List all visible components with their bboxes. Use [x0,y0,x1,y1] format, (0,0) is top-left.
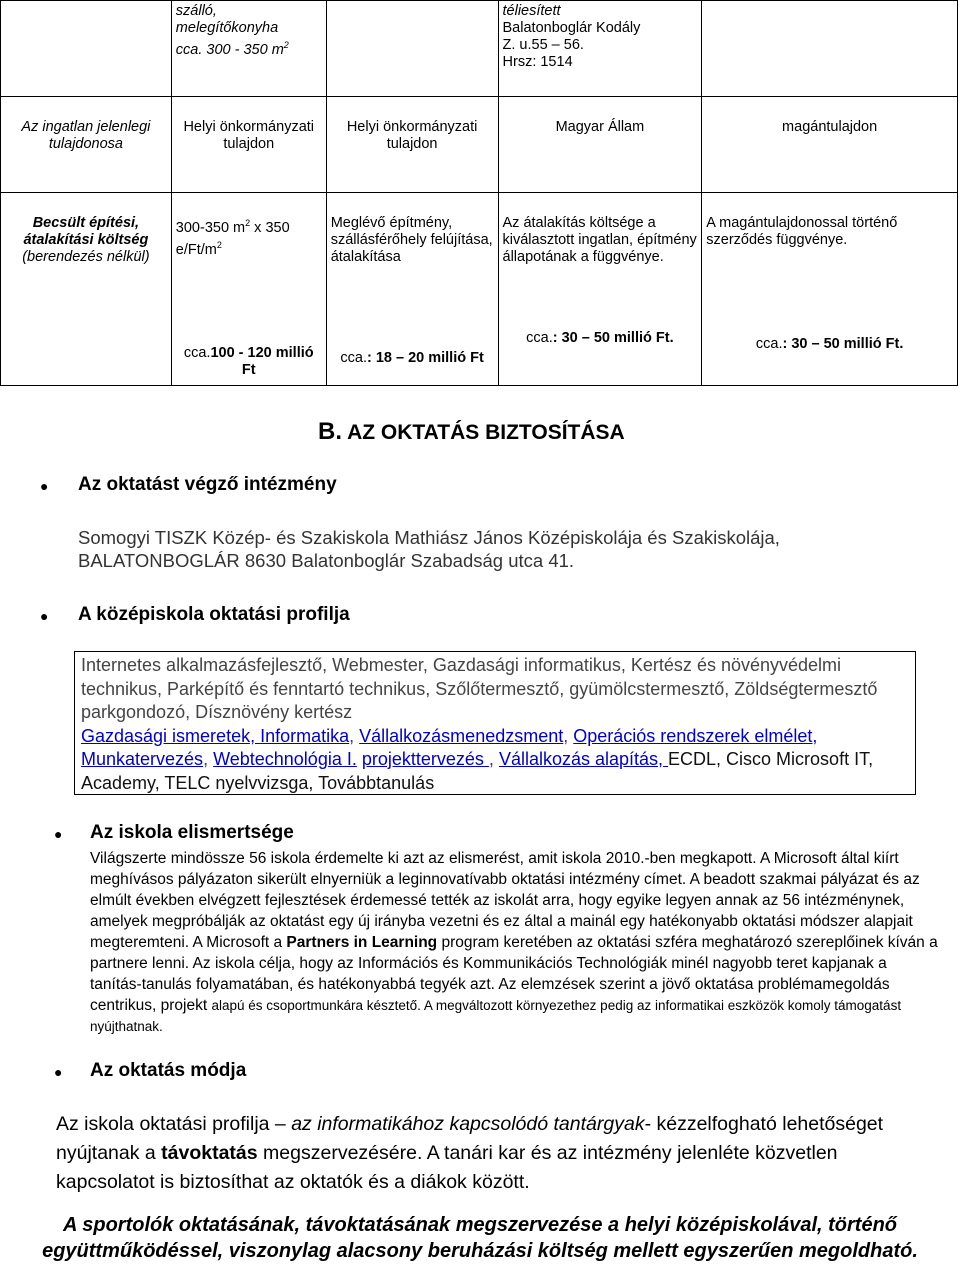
cost-cell-4-price: cca.: 30 – 50 millió Ft. [755,336,904,352]
link-munkatervezes[interactable]: Munkatervezés [81,749,204,769]
owner-cell-1: Helyi önkormányzati tulajdon [171,97,326,193]
cost-row-label [1,193,172,386]
top-row-col1 [171,1,326,97]
link-vallalkozas-alapitas[interactable]: Vállalkozás alapítás, [498,749,669,769]
owner-cell-2: Helyi önkormányzati tulajdon [326,97,498,193]
property-table [0,0,958,386]
top-row [1,1,958,97]
recognition-heading: ● Az iskola elismertsége [54,822,294,843]
profile-box: Internetes alkalmazásfejlesztő, Webmester, Gazdasági informatikus, Kertész és növényvédelmi technikus, Parképítő és fenntartó technikus, Szőlőtermesztő, gyümölcstermesztő, Zöldségtermesztő parkgondozó, Dísznövény kertész Gazdasági ismeretek, Informatika, Vállalkozásmenedzsment, Operációs rendszerek elmélet, Munkatervezés, Webtechnológia I. projekttervezés , Vállalkozás alapítás, ECDL, Cisco Microsoft IT, Academy, TELC nyelvvizsga, Továbbtanulás [74,651,916,795]
cost-row [1,193,958,386]
link-gazdasagi[interactable]: Gazdasági ismeretek, [81,725,261,746]
owner-row-label: Az ingatlan jelenlegi tulajdonosa [1,97,172,193]
top-row-label [1,1,172,97]
link-informatika[interactable]: Informatika [260,725,350,746]
cost-cell-4 [702,193,958,386]
top-row-col1-line1: szálló, [175,3,217,19]
top-row-col2 [326,1,498,97]
profile-plain: Internetes alkalmazásfejlesztő, Webmester, Gazdasági informatikus, Kertész és növényvédelmi technikus, Parképítő és fenntartó technikus, Szőlőtermesztő, gyümölcstermesztő, Zöldségtermesztő parkgondozó, Dísznövény kertész [81,655,878,722]
top-row-col3-line3: Z. u.55 – 56. [502,37,584,53]
profile-tail: ECDL, Cisco Microsoft IT, Academy, TELC nyelvvizsga, Továbbtanulás [81,749,874,793]
bullet-icon: ● [40,608,49,624]
method-heading: ● Az oktatás módja [54,1060,247,1081]
cost-label-normal: (berendezés nélkül) [22,249,150,265]
cost-cell-1-price: cca.100 - 120 millió Ft [183,345,314,378]
owner-cell-3: Magyar Állam [498,97,702,193]
top-row-col3-line4: Hrsz: 1514 [502,54,573,70]
link-webtechnologia[interactable]: Webtechnológia I. [213,749,357,769]
top-row-col1-line2: melegítőkonyha [175,20,279,36]
recognition-text: Világszerte mindössze 56 iskola érdemelte ki azt az elismerést, amit iskola 2010.-ben megkapott. A Microsoft által kiírt meghívásos pályázaton sikerült elnyerniük a leginnovatívabb oktatási intézmény címet. A beadott szakmai pályázat és az elmúlt években elvégzett fejlesztések érdemessé tették az iskolát arra, hogy egyike legyen annak az 56 intézménynek, amelyek megpróbálják az oktatást egy új irányba vezetni és ez által a mainál egy hatékonyabb oktatási módszer alapjait megteremteni. A Microsoft a Partners in Learning program keretében az oktatási szféra meghatározó szereplőinek kíván a partnere lenni. Az iskola célja, hogy az Információs és Kommunikációs Technológiák minél nagyobb teret kapjanak a tanítás-tanulás folyamatában, és hatékonyabbá tegyék azt. Az elemzések szerint a jövő oktatása problémamegoldás centrikus, projekt alapú és csoportmunkára késztető. A megváltozott környezethez pedig az informatikai eszközök komoly támogatást nyújthatnak. [90,850,938,1034]
institution-heading: ● Az oktatást végző intézmény [40,474,337,495]
institution-text: Somogyi TISZK Közép- és Szakiskola Mathiász János Középiskolája és Szakiskolája, BALATONBOGLÁR 8630 Balatonboglár Szabadság utca 41. [78,527,780,571]
link-vallalkozasmenedzsment[interactable]: Vállalkozásmenedzsment [359,725,564,746]
cost-cell-3 [498,193,702,386]
link-projekttervezes[interactable]: projekttervezés [361,749,489,769]
link-operacios[interactable]: Operációs rendszerek elmélet, [573,725,818,746]
cost-cell-1 [171,193,326,386]
bullet-icon: ● [40,478,49,494]
profile-heading: ● A középiskola oktatási profilja [40,604,350,625]
cost-cell-3-price: cca.: 30 – 50 millió Ft. [526,330,674,346]
cost-cell-2 [326,193,498,386]
cost-cell-1-text: 300-350 $m^2$ x 350 $e/Ft/m^2$ [175,218,290,258]
cost-cell-2-text: Meglévő építmény, szállásférőhely felújítása, átalakítása [330,215,493,265]
owner-row [1,97,958,193]
cost-label-bold: Becsült építési, átalakítási költség [23,215,149,248]
section-title-letter: B. [318,418,342,445]
top-row-col1-line3: cca. 300 - 350 $m^2$ [175,40,289,58]
cost-cell-2-price: cca.: 18 – 20 millió Ft [340,350,484,366]
top-row-col4 [702,1,958,97]
cost-cell-3-text: Az átalakítás költsége a kiválasztott ingatlan, építmény állapotának a függvénye. [502,215,697,265]
section-title [318,418,625,446]
owner-cell-4: magántulajdon [702,97,958,193]
top-row-col3 [498,1,702,97]
bullet-icon: ● [54,826,63,842]
top-row-col3-line2: Balatonboglár Kodály [502,20,641,36]
cost-cell-4-text: A magántulajdonossal történő szerződés függvénye. [706,215,898,248]
section-title-text: AZ OKTATÁS BIZTOSÍTÁSA [347,421,625,444]
top-row-col3-line1: téliesített [502,3,561,19]
bullet-icon: ● [54,1064,63,1080]
method-text: Az iskola oktatási profilja – az informatikához kapcsolódó tantárgyak- kézzelfogható lehetőséget nyújtanak a távoktatás megszervezésére. A tanári kar és az intézmény jelenléte közvetlen kapcsolatot is biztosíthat az oktatók és a diákok között. [56,1113,884,1193]
final-statement: A sportolók oktatásának, távoktatásának megszervezése a helyi középiskolával, történő együttműködéssel, viszonylag alacsony beruházási költség mellett egyszerűen megoldható. [42,1214,918,1262]
